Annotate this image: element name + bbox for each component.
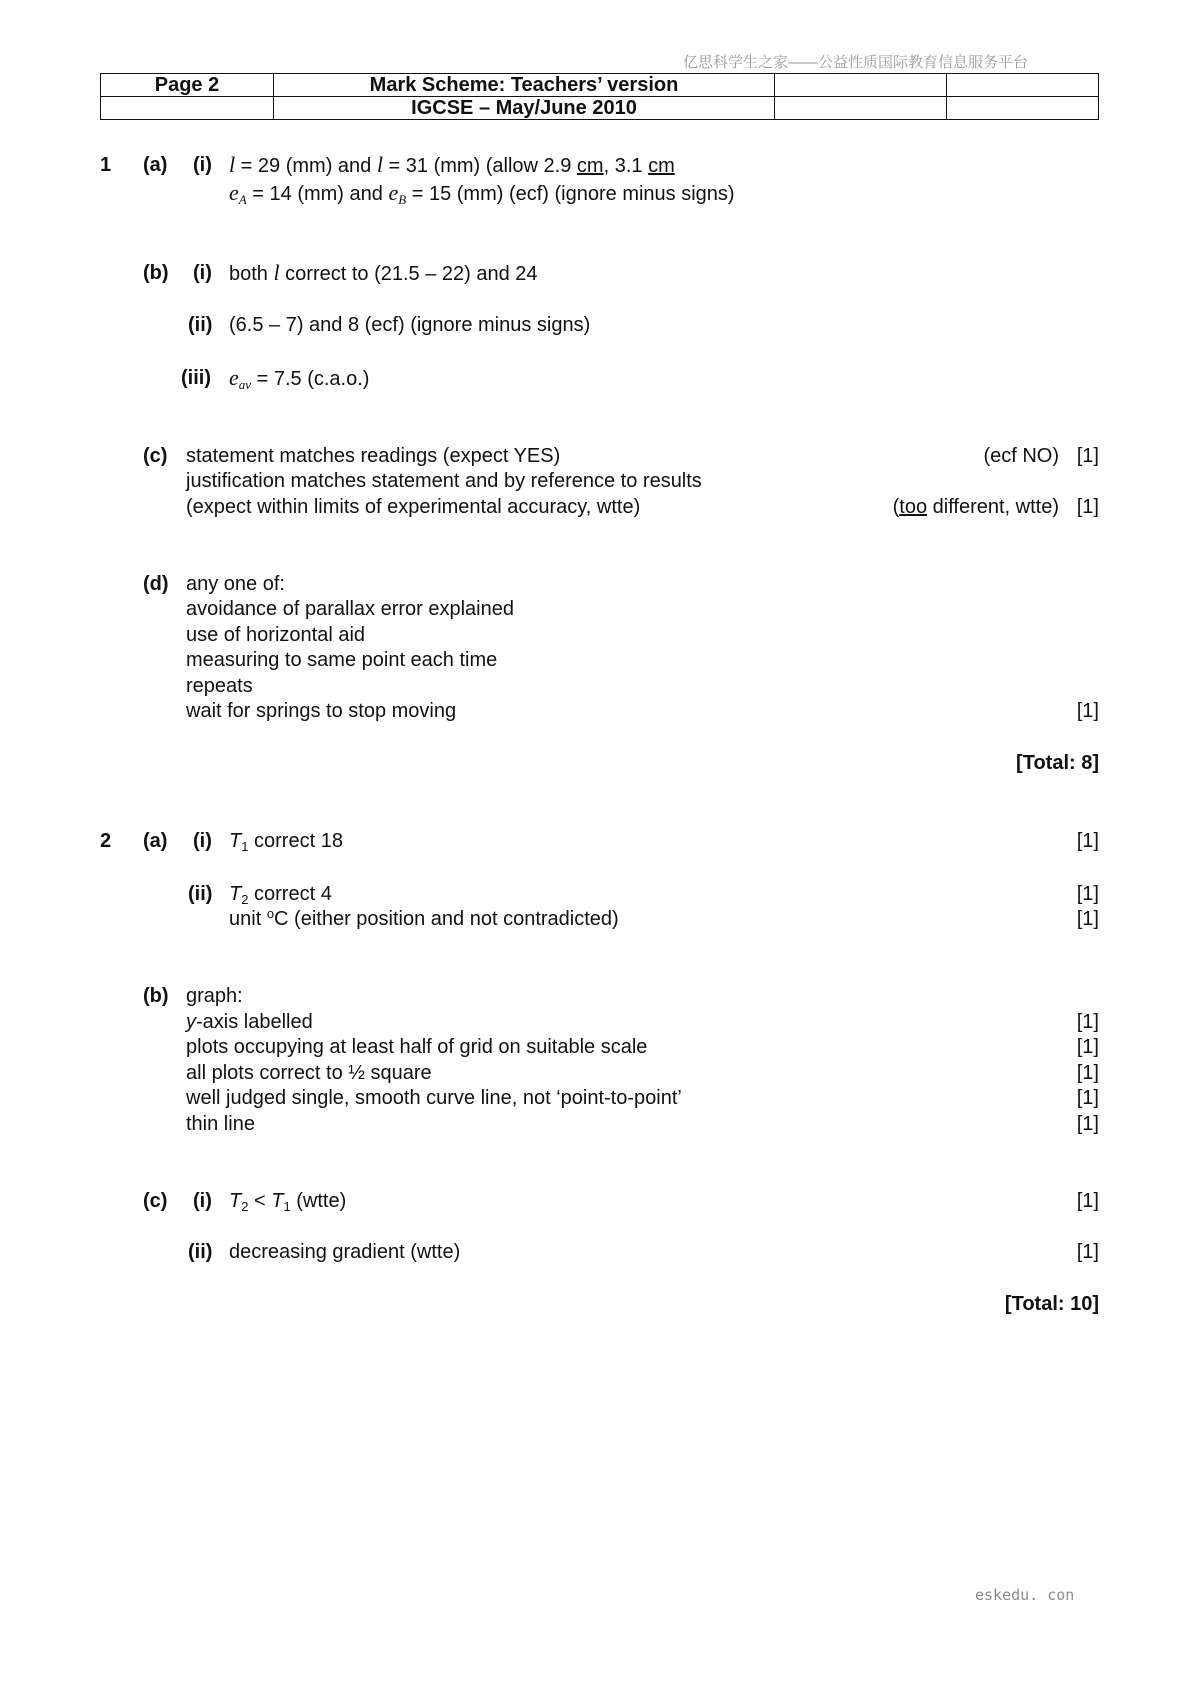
subpart-label: (ii)	[188, 883, 213, 905]
part-label: (b)	[143, 262, 169, 284]
mark: [1]	[1076, 830, 1099, 852]
answer-text: C (either position and not contradicted)	[274, 908, 619, 930]
answer-line	[229, 882, 332, 906]
list-item: repeats	[186, 675, 253, 697]
subscript: 1	[283, 1199, 291, 1214]
header-empty-cell	[101, 97, 274, 120]
part-label: (c)	[143, 445, 168, 467]
page-label: Page 2	[101, 74, 274, 97]
mark: [1]	[1076, 908, 1099, 930]
superscript: o	[266, 906, 275, 921]
header-table	[100, 73, 1099, 120]
variable-e: e	[229, 365, 239, 390]
part-label: (d)	[143, 573, 169, 595]
subpart-label: (iii)	[181, 367, 211, 389]
header-empty-cell	[775, 74, 947, 97]
unit-cm: cm	[648, 155, 675, 177]
answer-text: (	[892, 496, 900, 518]
subscript: 2	[241, 892, 249, 907]
answer-line: statement matches readings (expect YES)	[186, 445, 561, 467]
answer-text: correct to (21.5 – 22) and 24	[279, 263, 538, 285]
subscript: 1	[241, 839, 249, 854]
answer-line	[229, 261, 538, 286]
mark: [1]	[1076, 1190, 1099, 1212]
answer-line	[229, 1189, 346, 1213]
mark: [1]	[1076, 1036, 1099, 1058]
answer-line: (6.5 – 7) and 8 (ecf) (ignore minus signs)	[229, 314, 591, 336]
list-item: wait for springs to stop moving	[186, 700, 457, 722]
answer-line	[229, 829, 343, 853]
part-label: (c)	[143, 1190, 168, 1212]
mark: [1]	[1076, 1087, 1099, 1109]
header-empty-cell	[947, 74, 1099, 97]
question-number: 1	[100, 154, 112, 176]
unit-cm: cm	[576, 155, 604, 177]
answer-text: , 3.1	[603, 155, 649, 177]
total-marks: [Total: 10]	[1004, 1293, 1099, 1315]
mark: [1]	[1076, 1011, 1099, 1033]
subpart-label: (ii)	[188, 314, 213, 336]
list-item	[186, 1010, 313, 1034]
answer-text: unit	[229, 908, 267, 930]
part-label: (b)	[143, 985, 169, 1007]
mark: [1]	[1076, 1113, 1099, 1135]
answer-text: = 15 (mm) (ecf) (ignore minus signs)	[406, 183, 735, 205]
part-label: (a)	[143, 154, 168, 176]
variable-T: T	[271, 1190, 284, 1212]
variable-T: T	[229, 1190, 242, 1212]
answer-text: too	[899, 496, 928, 518]
ecf-note: (ecf NO)	[983, 445, 1059, 467]
subpart-label: (i)	[193, 262, 212, 284]
answer-line	[229, 907, 619, 931]
list-item: plots occupying at least half of grid on suitable scale	[186, 1036, 648, 1058]
answer-text: <	[248, 1190, 272, 1212]
variable-T: T	[229, 883, 242, 905]
list-item: use of horizontal aid	[186, 624, 366, 646]
answer-line	[229, 153, 675, 178]
variable-l: l	[376, 152, 383, 177]
answer-text: = 7.5 (c.a.o.)	[251, 368, 370, 390]
mark: [1]	[1076, 1241, 1099, 1263]
subpart-label: (i)	[193, 154, 212, 176]
answer-line	[229, 181, 735, 206]
answer-line: (expect within limits of experimental accuracy, wtte)	[186, 496, 641, 518]
variable-T: T	[229, 830, 242, 852]
total-marks: [Total: 8]	[1016, 752, 1099, 774]
list-item: avoidance of parallax error explained	[186, 598, 514, 620]
list-item: thin line	[186, 1113, 255, 1135]
subpart-label: (ii)	[188, 1241, 213, 1263]
subpart-label: (i)	[193, 830, 212, 852]
watermark-text: 亿思科学生之家——公益性质国际教育信息服务平台	[683, 54, 1029, 71]
subscript: A	[238, 192, 247, 207]
footer-text: eskedu. con	[975, 1586, 1075, 1604]
header-empty-cell	[775, 97, 947, 120]
header-subtitle: IGCSE – May/June 2010	[274, 97, 775, 120]
mark: [1]	[1076, 700, 1099, 722]
header-empty-cell	[947, 97, 1099, 120]
variable-e: e	[229, 180, 239, 205]
answer-text: both	[229, 263, 274, 285]
subpart-label: (i)	[193, 1190, 212, 1212]
answer-text: (wtte)	[290, 1190, 347, 1212]
list-item: any one of:	[186, 573, 285, 595]
answer-line	[229, 366, 369, 391]
part-label: (a)	[143, 830, 168, 852]
variable-e: e	[388, 180, 399, 205]
answer-text: = 14 (mm) and	[246, 183, 389, 205]
ecf-note	[893, 495, 1059, 519]
answer-text: different, wtte)	[927, 496, 1059, 518]
answer-text: -axis labelled	[196, 1011, 313, 1033]
header-title: Mark Scheme: Teachers’ version	[274, 74, 775, 97]
answer-line: justification matches statement and by reference to results	[186, 470, 702, 492]
variable-l: l	[273, 260, 280, 285]
mark: [1]	[1076, 445, 1099, 467]
list-item: all plots correct to ½ square	[186, 1062, 432, 1084]
mark: [1]	[1076, 496, 1099, 518]
answer-line: decreasing gradient (wtte)	[229, 1241, 461, 1263]
answer-text: correct 4	[248, 883, 332, 905]
list-item: measuring to same point each time	[186, 649, 498, 671]
question-number: 2	[100, 830, 112, 852]
subscript: 2	[241, 1199, 249, 1214]
answer-text: y	[186, 1011, 196, 1033]
answer-line: graph:	[186, 985, 243, 1007]
answer-text: = 31 (mm) (allow 2.9	[382, 155, 577, 177]
subscript: B	[398, 192, 407, 207]
list-item: well judged single, smooth curve line, not ‘point-to-point’	[186, 1087, 682, 1109]
mark: [1]	[1076, 883, 1099, 905]
answer-text: correct 18	[248, 830, 343, 852]
subscript: av	[238, 377, 252, 392]
answer-text: = 29 (mm) and	[235, 155, 377, 177]
mark: [1]	[1076, 1062, 1099, 1084]
variable-l: l	[229, 152, 236, 177]
